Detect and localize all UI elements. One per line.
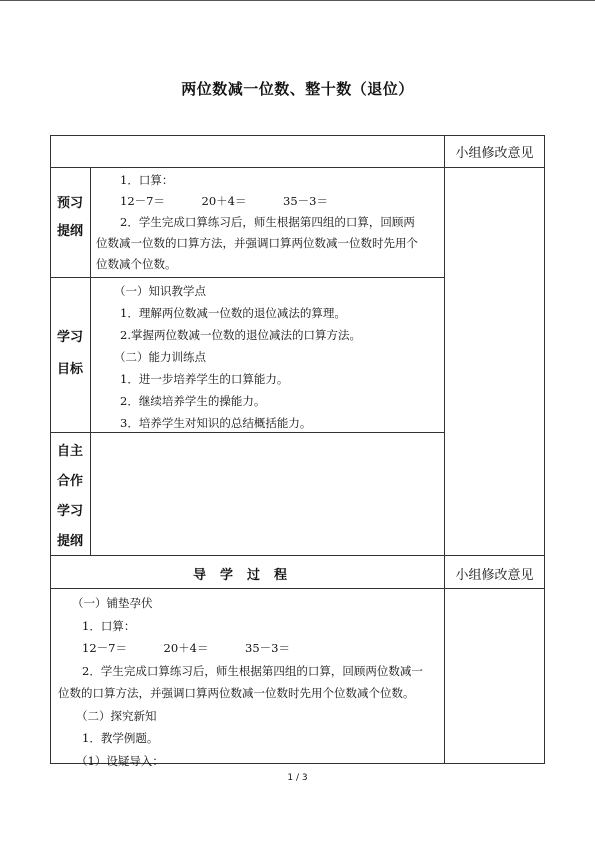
cooperation-label-line: 学习 (56, 504, 83, 519)
cooperation-label-line: 提纲 (56, 534, 83, 549)
process-header: 导学过程 (192, 568, 301, 583)
col-divider-label (90, 167, 91, 555)
process-side-header: 小组修改意见 (455, 568, 534, 583)
preview-line: 位数减个位数。 (96, 257, 177, 271)
row-divider (50, 167, 545, 168)
preview-line: 12－7＝ 20＋4＝ 35－3＝ (120, 194, 328, 208)
goals-content (96, 280, 361, 434)
preview-label (50, 190, 90, 246)
process-content (58, 592, 423, 772)
goals-line: （二）能力训练点 (114, 350, 206, 364)
cooperation-label-line: 自主 (56, 444, 83, 459)
process-line: （1）设疑导入： (76, 753, 164, 768)
goals-line: 1．进一步培养学生的口算能力。 (120, 372, 289, 386)
goals-label-line: 目标 (56, 362, 83, 377)
goals-line: 2.掌握两位数减一位数的退位减法的口算方法。 (120, 328, 361, 342)
preview-line: 2．学生完成口算练习后，师生根据第四组的口算，回顾两 (120, 215, 415, 229)
process-line: 1．口算： (82, 618, 136, 633)
process-line: （一）铺垫孕伏 (72, 596, 153, 610)
preview-line: 位数减一位数的口算方法，并强调口算两位数减一位数时先用个 (96, 236, 418, 250)
goals-line: 2．继续培养学生的操能力。 (120, 394, 266, 408)
preview-content (96, 170, 418, 275)
cooperation-label (50, 437, 90, 557)
goals-line: 3．培养学生对知识的总结概括能力。 (120, 416, 312, 430)
preview-label-line: 预习 (56, 196, 83, 211)
row-divider (50, 555, 545, 556)
top-rule (0, 0, 595, 1)
col-divider-side (444, 135, 445, 764)
preview-line: 1．口算： (120, 173, 174, 187)
goals-label (50, 322, 90, 386)
process-line: 1．教学例题。 (82, 731, 159, 745)
process-line: （二）探究新知 (76, 708, 157, 723)
row-divider (50, 277, 444, 278)
page-number: 1 / 3 (287, 773, 308, 783)
goals-line: （一）知识教学点 (114, 284, 206, 298)
process-line: 12－7＝ 20＋4＝ 35－3＝ (82, 641, 290, 655)
process-line: 位数的口算方法，并强调口算两位数减一位数时先用个位数减个位数。 (58, 686, 415, 700)
goals-line: 1．理解两位数减一位数的退位减法的算理。 (120, 306, 346, 320)
process-line: 2．学生完成口算练习后，师生根据第四组的口算，回顾两位数减一 (82, 663, 423, 678)
goals-label-line: 学习 (56, 330, 83, 345)
preview-label-line: 提纲 (56, 224, 83, 239)
row-divider (50, 588, 545, 589)
cooperation-label-line: 合作 (56, 474, 83, 489)
group-revision-header: 小组修改意见 (455, 146, 534, 161)
page-title: 两位数减一位数、整十数（退位） (181, 80, 414, 98)
